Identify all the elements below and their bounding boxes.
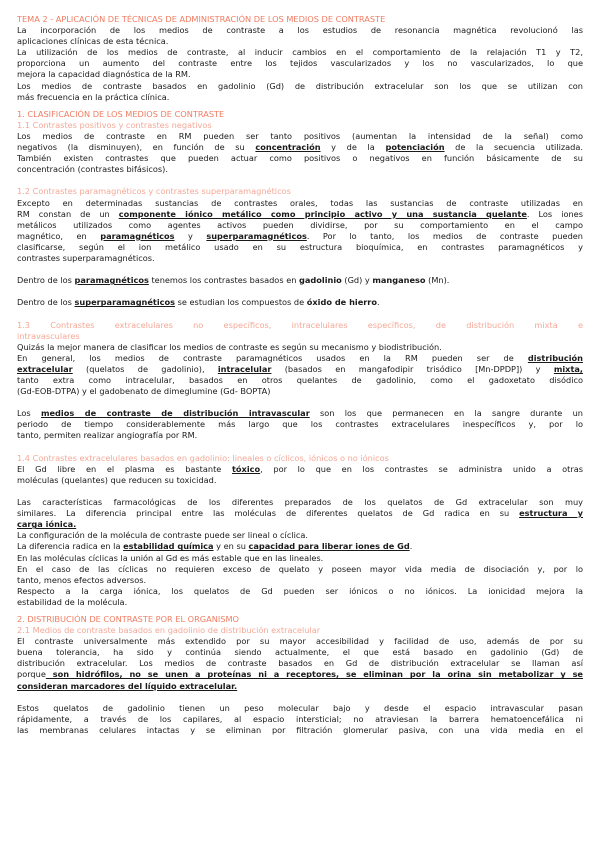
paragraph-line: moléculas (quelantes) que reducen su toxicidad.	[17, 474, 217, 485]
paragraph-line: Estos quelatos de gadolinio tienen un peso molecular bajo y desde el espacio intravascular pasan	[17, 702, 583, 713]
intro-line: mejora la capacidad diagnóstica de la RM.	[17, 69, 191, 80]
paragraph-line: porque son hidrófilos, no se unen a proteínas ni a receptores, se eliminan por la orina sin metabolizar y se	[17, 669, 583, 680]
paragraph-line: El contraste universalmente más extendido por su mayor accesibilidad y facilidad de uso, además de por su	[17, 636, 583, 647]
paragraph-line: Respecto a la carga iónica, los quelatos de Gd pueden ser iónicos o no iónicos. La ionicidad mejora la	[17, 585, 583, 596]
paragraph-line: buena tolerancia, ha sido y continúa siendo actualmente, el que está basado en gadolinio (Gd) de	[17, 647, 583, 658]
paragraph-line: (Gd-EOB-DTPA) y el gadobenato de dimeglumine (Gd- BOPTA)	[17, 386, 271, 397]
paragraph-line: periodo de tiempo considerablemente más largo que los contrastes extracelulares inespecíficos y, por lo	[17, 419, 583, 430]
paragraph-line: extracelular (quelatos de gadolinio), intracelular (basados en mangafodipir trisódico [Mn-DPDP]) y mixta,	[17, 363, 583, 374]
paragraph-line: tanto extra como intracelular, basados en otros quelantes de gadolinio, como el gadoxetato disódico	[17, 375, 583, 385]
intro-line: más frecuencia en la práctica clínica.	[17, 91, 170, 102]
paragraph-line: carga iónica.	[17, 519, 77, 530]
subsection-1-1-heading: 1.1 Contrastes positivos y contrastes negativos	[17, 119, 212, 130]
paragraph-line: similares. La diferencia principal entre las moléculas de diferentes quelatos de Gd radica en su estructura y	[17, 508, 583, 519]
document-page	[17, 14, 583, 736]
paragraph-line: magnético, en paramagnéticos y superparamagnéticos. Por lo tanto, los medios de contraste pueden	[17, 230, 583, 241]
paragraph-line: RM constan de un componente iónico metálico como principio activo y una sustancia quelante. Los iones	[17, 208, 583, 219]
document-title: TEMA 2 - APLICACIÓN DE TÉCNICAS DE ADMINISTRACIÓN DE LOS MEDIOS DE CONTRASTE	[17, 14, 386, 24]
paragraph-line: consideran marcadores del líquido extracelular.	[17, 680, 238, 691]
paragraph-line: contrastes superparamagnéticos.	[17, 252, 155, 263]
intro-line: aplicaciones clínicas de esta técnica.	[17, 36, 169, 47]
paragraph-line: rápidamente, a través de los capilares, al espacio intersticial; no atraviesan la barrera hematoencefálica ni	[17, 713, 583, 724]
paragraph-line: Dentro de los superparamagnéticos se estudian los compuestos de óxido de hierro.	[17, 297, 380, 308]
subsection-1-2-heading: 1.2 Contrastes paramagnéticos y contrastes superparamagnéticos	[17, 186, 291, 197]
subsection-1-3-heading: 1.3 Contrastes extracelulares no específicos, intracelulares específicos, de distribución mixta e	[17, 319, 583, 330]
paragraph-line: Los medios de contraste de distribución intravascular son los que permanecen en la sangre durante un	[17, 408, 583, 419]
intro-line: proporciona un aumento del contraste entre los tejidos vascularizados y los no vascularizados, lo que	[17, 58, 583, 69]
paragraph-line: Dentro de los paramagnéticos tenemos los contrastes basados en gadolinio (Gd) y manganeso (Mn).	[17, 275, 450, 286]
paragraph-line: La diferencia radica en la estabilidad química y en su capacidad para liberar iones de Gd.	[17, 541, 413, 552]
paragraph-line: metálicos utilizados como agentes activos pueden dividirse, por su comportamiento en el campo	[17, 219, 583, 230]
subsection-1-3-heading-cont: intravasculares	[17, 330, 80, 341]
paragraph-line: En general, los medios de contraste paramagnéticos usados en la RM pueden ser de distribución	[17, 352, 583, 363]
intro-line: Los medios de contraste basados en gadolinio (Gd) de distribución extracelular son los que se utilizan con	[17, 80, 583, 91]
paragraph-line: También existen contrastes que pueden actuar como positivos o negativos en función básicamente de su	[17, 153, 583, 164]
subsection-1-4-heading: 1.4 Contrastes extracelulares basados en gadolinio: lineales o cíclicos, iónicos o no iónicos	[17, 452, 389, 463]
subsection-2-1-heading: 2.1 Medios de contraste basados en gadolinio de distribución extracelular	[17, 625, 321, 636]
paragraph-line: En el caso de las cíclicas no requieren exceso de quelato y poseen mayor vida media de disociación y, por lo	[17, 563, 583, 574]
paragraph-line: clasificarse, según el ion metálico usado en su estructura bioquímica, en contrastes paramagnéticos y	[17, 241, 583, 252]
section-2-heading: 2. DISTRIBUCIÓN DE CONTRASTE POR EL ORGANISMO	[17, 613, 239, 624]
intro-line: La incorporación de los medios de contraste a los estudios de resonancia magnética revolucionó las	[17, 25, 583, 36]
paragraph-line: estabilidad de la molécula.	[17, 596, 128, 607]
paragraph-line: distribución extracelular. Los medios de contraste basados en Gd de distribución extracelular se llaman así	[17, 658, 583, 669]
paragraph-line: tanto, permiten realizar angiografía por RM.	[17, 430, 198, 441]
paragraph-line: las membranas celulares intactas y se eliminan por filtración glomerular pasiva, con una vida media en el	[17, 724, 583, 735]
paragraph-line: tanto, menos efectos adversos.	[17, 574, 147, 585]
paragraph-line: Excepto en determinadas sustancias de contrastes orales, todas las sustancias de contraste utilizadas en	[17, 197, 583, 208]
paragraph-line: La configuración de la molécula de contraste puede ser lineal o cíclica.	[17, 530, 309, 541]
section-1-heading: 1. CLASIFICACIÓN DE LOS MEDIOS DE CONTRASTE	[17, 108, 225, 119]
paragraph-line: Los medios de contraste en RM pueden ser tanto positivos (aumentan la intensidad de la señal) como	[17, 130, 583, 141]
paragraph-line: concentración (contrastes bifásicos).	[17, 164, 168, 175]
paragraph-line: En las moléculas cíclicas la unión al Gd es más estable que en las lineales.	[17, 552, 324, 563]
paragraph-line: El Gd libre en el plasma es bastante tóxico, por lo que en los contrastes se administra unido a otras	[17, 463, 583, 474]
paragraph-line: negativos (la disminuyen), en función de su concentración y de la potenciación de la secuencia utilizada.	[17, 142, 583, 153]
paragraph-line: Quizás la mejor manera de clasificar los medios de contraste es según su mecanismo y biodistribución.	[17, 341, 442, 352]
intro-line: La utilización de los medios de contraste, al inducir cambios en el comportamiento de la relajación T1 y T2,	[17, 47, 583, 58]
paragraph-line: Las características farmacológicas de los diferentes preparados de los quelatos de Gd extracelular son muy	[17, 497, 583, 508]
